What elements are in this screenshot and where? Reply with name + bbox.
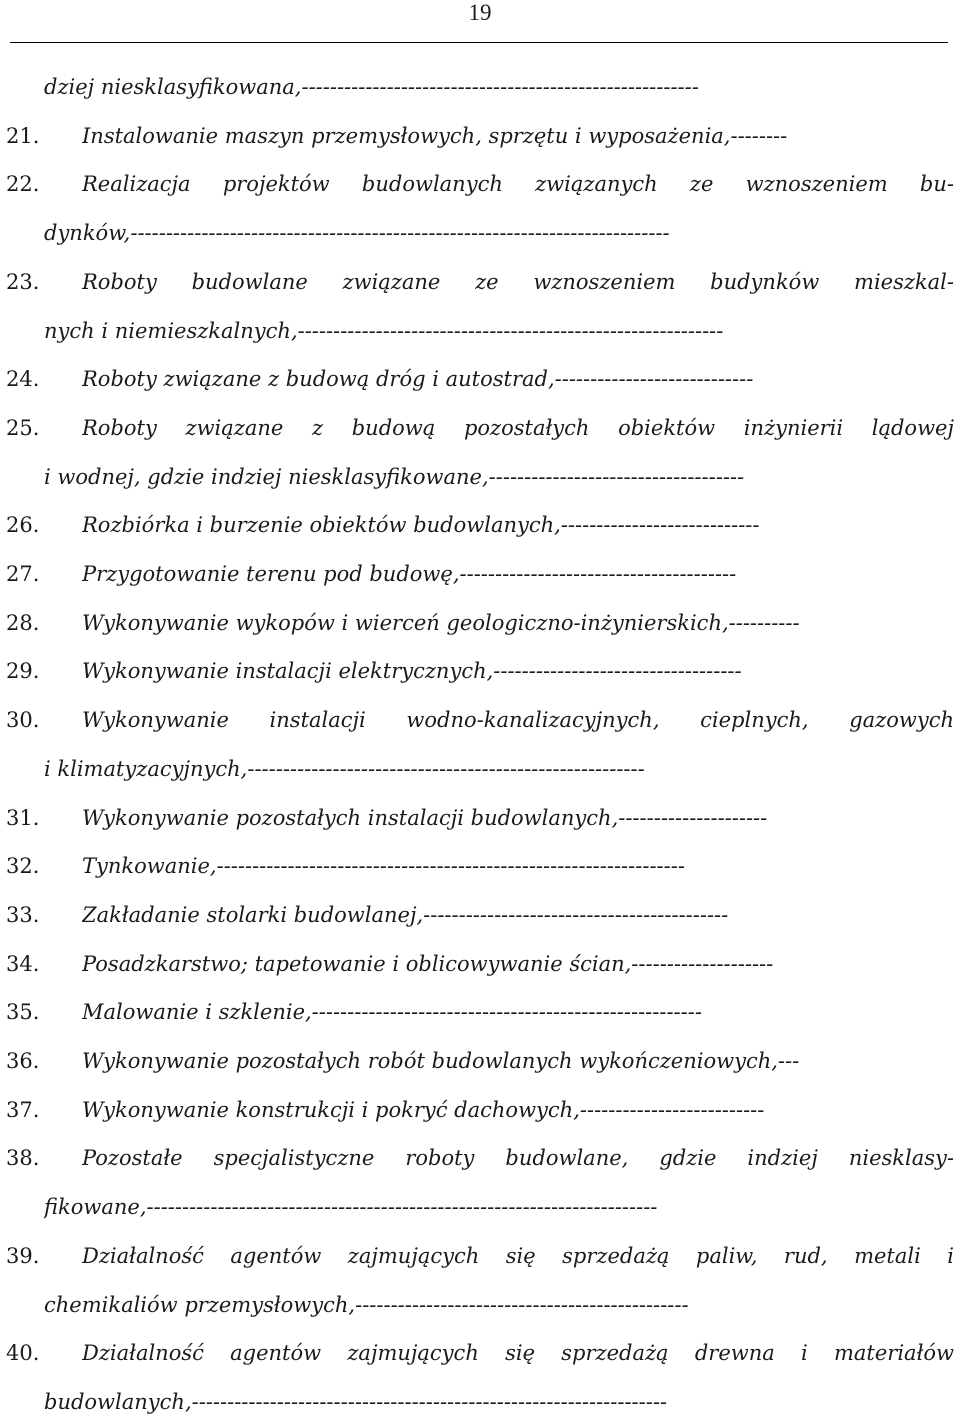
list-item-text: nych i niemieszkalnych,------------------------------------------------------------ (44, 318, 724, 343)
list-item-number: 34. (6, 951, 40, 976)
list-item-continuation (0, 1288, 960, 1322)
list-item-number: 38. (6, 1146, 40, 1171)
list-item-text: chemikaliów przemysłowych,----------------------------------------------- (44, 1292, 689, 1317)
list-item-text: budowlanych,------------------------------------------------------------------- (44, 1389, 668, 1414)
list-item-text: Wykonywanie instalacji wodno-kanalizacyjnych, cieplnych, gazowych (82, 708, 954, 733)
list-item-text: Przygotowanie terenu pod budowę,--------------------------------------- (82, 562, 737, 586)
list-item-text: Działalność agentów zajmujących się sprzedażą paliw, rud, metali i (82, 1243, 954, 1268)
list-item-number: 33. (6, 902, 40, 927)
list-item-continuation (0, 314, 960, 348)
list-item-number: 22. (6, 172, 40, 197)
list-item-text: Wykonywanie wykopów i wierceń geologiczno-inżynierskich,---------- (82, 610, 800, 635)
list-item-text: Realizacja projektów budowlanych związanych ze wznoszeniem bu- (82, 172, 954, 197)
list-item (0, 167, 960, 201)
list-item (0, 1044, 960, 1078)
list-item (0, 995, 960, 1029)
list-item-number: 29. (6, 659, 40, 684)
list-item-continuation (0, 216, 960, 250)
list-item-number: 24. (6, 367, 40, 392)
list-item (0, 265, 960, 299)
list-item-text: Zakładanie stolarki budowlanej,------------------------------------------- (82, 902, 729, 927)
list-item-text: Rozbiórka i burzenie obiektów budowlanych,---------------------------- (82, 513, 760, 538)
list-item-continuation (0, 752, 960, 786)
list-item-text: Roboty związane z budową pozostałych obiektów inżynierii lądowej (82, 415, 954, 440)
list-item-text: fikowane,------------------------------------------------------------------------ (44, 1195, 658, 1220)
list-item (0, 654, 960, 688)
list-item-number: 26. (6, 513, 40, 538)
list-item-number: 30. (6, 708, 40, 733)
list-item-text: Wykonywanie pozostałych instalacji budowlanych,--------------------- (82, 805, 768, 830)
list-item-number: 25. (6, 415, 40, 440)
list-item-text: Roboty związane z budową dróg i autostrad,---------------------------- (82, 367, 754, 392)
list-item (0, 898, 960, 932)
list-item-text: Posadzkarstwo; tapetowanie i oblicowywanie ścian,-------------------- (82, 951, 774, 976)
list-item-number: 37. (6, 1097, 40, 1122)
list-item-number: 31. (6, 805, 40, 830)
list-item (0, 1239, 960, 1273)
list-item (0, 119, 960, 153)
list-item-text: i klimatyzacyjnych,-------------------------------------------------------- (44, 756, 645, 781)
list-item (0, 849, 960, 883)
list-item-number: 28. (6, 610, 40, 635)
list-item-text: Roboty budowlane związane ze wznoszeniem budynków mieszkal- (82, 269, 954, 294)
list-item (0, 1093, 960, 1127)
list-item-text: Wykonywanie instalacji elektrycznych,----------------------------------- (82, 659, 742, 684)
page-number: 19 (468, 0, 492, 25)
list-item-continuation (0, 1385, 960, 1419)
list-item (0, 801, 960, 835)
list-item-text: dynków,---------------------------------------------------------------------------- (44, 221, 670, 246)
list-item-number: 35. (6, 1000, 40, 1025)
list-item (0, 508, 960, 542)
list-item (0, 703, 960, 737)
list-item-text: Wykonywanie konstrukcji i pokryć dachowych,-------------------------- (82, 1097, 765, 1122)
list-item-continuation (0, 460, 960, 494)
list-item (0, 947, 960, 981)
list-item-text: Wykonywanie pozostałych robót budowlanych wykończeniowych,--- (82, 1049, 800, 1073)
list-item-text: i wodnej, gdzie indziej niesklasyfikowane,------------------------------------ (44, 464, 745, 489)
list-item-text: Malowanie i szklenie,------------------------------------------------------- (82, 1000, 702, 1025)
list-item (0, 1336, 960, 1370)
list-item-number: 32. (6, 854, 40, 879)
list-item (0, 362, 960, 396)
list-item-text: Tynkowanie,------------------------------------------------------------------ (82, 854, 685, 879)
list-item-number: 27. (6, 562, 40, 586)
list-item-number: 23. (6, 269, 40, 294)
list-item-number: 21. (6, 123, 40, 148)
list-item-number: 36. (6, 1049, 40, 1073)
list-item-text: dziej niesklasyfikowana,-------------------------------------------------------- (44, 75, 699, 99)
list-item-text: Instalowanie maszyn przemysłowych, sprzętu i wyposażenia,-------- (82, 123, 788, 148)
list-item-text: Działalność agentów zajmujących się sprzedażą drewna i materiałów (82, 1341, 954, 1366)
list-item-continuation (0, 70, 960, 104)
list-item-continuation (0, 1190, 960, 1224)
list-item (0, 1141, 960, 1175)
list-item-text: Pozostałe specjalistyczne roboty budowlane, gdzie indziej niesklasy- (82, 1146, 954, 1171)
list-item (0, 411, 960, 445)
list-item-number: 40. (6, 1341, 40, 1366)
list-item (0, 606, 960, 640)
list-item (0, 557, 960, 591)
list-item-number: 39. (6, 1243, 40, 1268)
